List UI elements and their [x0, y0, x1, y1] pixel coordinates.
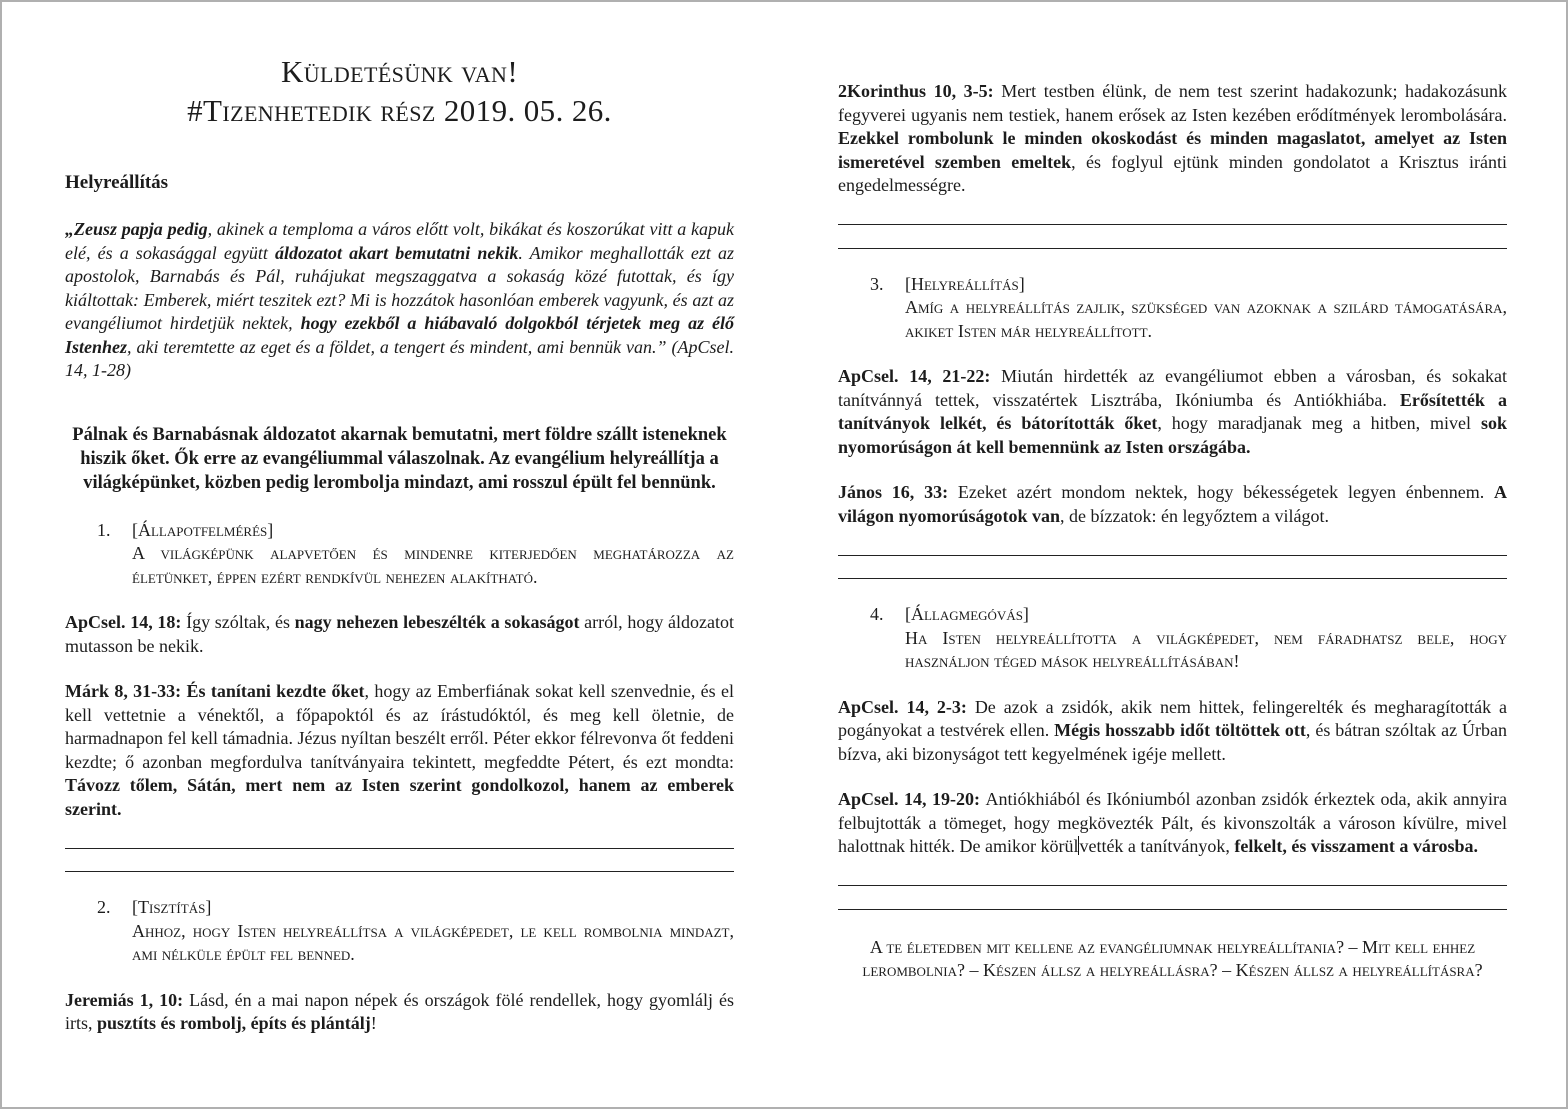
list-item-body [905, 603, 1507, 674]
text-column-left[interactable] [65, 2, 734, 1036]
verse-janos-16-33: János 16, 33: Ezeket azért mondom nektek, hogy békességetek legyen énbennem. A világon nyomorúságotok van, de bízzatok: én legyőztem a világot. [838, 482, 1507, 526]
note-lines-right-3 [838, 863, 1507, 910]
list-item-number: 2. [97, 897, 111, 917]
note-lines-right-1 [838, 202, 1507, 249]
list-item-number: 1. [97, 519, 111, 540]
list-item-label: [Helyreállítás] [905, 273, 1025, 294]
verse-apcsel-14-19-20: ApCsel. 14, 19-20: Antiókhiából és Ikóniumból azonban zsidók érkeztek oda, akik annyira felbujtották a tömeget, hogy megkövezték Pált, és kivonszolták a városon kívülre, mivel halottnak hitték. De amikor körülvették a tanítványok, felkelt, és visszament a városba. [838, 789, 1507, 856]
verse-apcsel-14-2-3: ApCsel. 14, 2-3: De azok a zsidók, akik nem hittek, felingerelték és megharagították a pogányokat a testvérek ellen. Mégis hosszabb időt töltöttek ott, és bátran szóltak az Úrban bízva, aki bizonyságot tett kegyelmének igéje mellett. [838, 696, 1507, 764]
list-item-text: Ahhoz, hogy Isten helyreállítsa a világképedet, le kell rombolnia mindazt, ami nélküle épült fel benned. [132, 920, 734, 964]
list-item-1-allapotfelmeres [65, 519, 734, 590]
writing-line [838, 863, 1507, 887]
writing-line [838, 225, 1507, 249]
list-item-text: Ha Isten helyreállította a világképedet, nem fáradhatsz bele, hogy használjon téged mások helyreállításában! [905, 627, 1507, 671]
list-item-body [132, 519, 734, 590]
list-item-text: A világképünk alapvetően és mindenre kiterjedően meghatározza az életünket, éppen ezért rendkívül nehezen alakítható. [132, 543, 734, 587]
writing-line [65, 825, 734, 849]
list-item-label: [Állapotfelmérés] [132, 519, 274, 540]
verse-jeremias-1-10: Jeremiás 1, 10: Lásd, én a mai napon népek és országok fölé rendellek, hogy gyomlálj és irts, pusztíts és rombolj, építs és plántálj! [65, 989, 734, 1033]
verse-2korinthus-10-3-5: 2Korinthus 10, 3-5: Mert testben élünk, de nem test szerint hadakozunk; hadakozásunk fegyverei ugyanis nem testiek, hanem erősek az Isten kezében erődítmények lerombolására. Ezekkel rombolunk le minden okoskodást és minden magaslatot, amelyet az Isten ismeretével szemben emeltek, és foglyul ejtünk minden gondolatot a Krisztus iránti engedelmességre. [838, 81, 1507, 195]
document-title: Küldetésünk van! [280, 54, 519, 89]
verse-mark-8-31-33: Márk 8, 31-33: És tanítani kezdte őket, hogy az Emberfiának sokat kell szenvednie, és el kell vettetnie a vénektől, a főpapoktól és az írástudóktól, és meg kell öletnie, de harmadnapon fel kell támadnia. Jézus nyíltan beszélt erről. Péter ekkor félrevonva őt feddeni kezdte; ő azonban megfordulva tanítványaira tekintett, megfeddte Pétert, és ezt mondta: Távozz tőlem, Sátán, mert nem az Isten szerint gondolkozol, hanem az emberek szerint. [65, 681, 735, 819]
document-subtitle: #Tizenhetedik rész 2019. 05. 26. [187, 93, 612, 128]
document-title-block [65, 52, 734, 130]
list-item-body [905, 273, 1507, 344]
list-item-number: 4. [870, 604, 884, 624]
verse-apcsel-14-18: ApCsel. 14, 18: Így szóltak, és nagy nehezen lebeszélték a sokaságot arról, hogy áldozatot mutasson be nekik. [65, 612, 734, 656]
note-lines-left [65, 825, 734, 872]
writing-line [838, 532, 1507, 556]
list-item-label: [Tisztítás] [132, 897, 212, 917]
text-column-right[interactable] [838, 2, 1507, 983]
closing-question: A te életedben mit kellene az evangéliumnak helyreállítania? – Mit kell ehhez lerombolnia? – Készen állsz a helyreállásra? – Készen állsz a helyreállításra? [862, 936, 1483, 980]
writing-line [838, 886, 1507, 910]
list-item-4-allagmegovas [838, 603, 1507, 674]
verse-apcsel-14-21-22: ApCsel. 14, 21-22: Miután hirdették az evangéliumot ebben a városban, és sokakat tanítvánnyá tettek, visszatértek Lisztrába, Ikóniumba és Antiókhiába. Erősítették a tanítványok lelkét, és bátorították őket, hogy maradjanak meg a hitben, mivel sok nyomorúságon át kell bemennünk az Isten országába. [838, 366, 1508, 457]
writing-line [838, 556, 1507, 580]
section-heading: Helyreállítás [65, 172, 169, 193]
writing-line [65, 849, 734, 873]
list-item-3-helyreallitas [838, 273, 1507, 344]
note-lines-right-2 [838, 532, 1507, 579]
summary-paragraph: Pálnak és Barnabásnak áldozatot akarnak bemutatni, mert földre szállt isteneknek hiszik őket. Ők erre az evangéliummal válaszolnak. Az evangélium helyreállítja a világképünket, közben pedig lerombolja mindazt, ami rosszul épült fel bennünk. [72, 424, 727, 493]
list-item-label: [Állagmegóvás] [905, 604, 1029, 624]
list-item-body [132, 896, 734, 967]
list-item-number: 3. [870, 273, 884, 294]
list-item-text: Amíg a helyreállítás zajlik, szükséged van azoknak a szilárd támogatására, akiket Isten már helyreállított. [905, 297, 1507, 341]
quote-paragraph-apcsel-14-1-28: „Zeusz papja pedig, akinek a temploma a város előtt volt, bikákat és koszorúkat vitt a kapuk elé, és a sokasággal együtt áldozatot akart bemutatni nekik. Amikor meghallották ezt az apostolok, Barnabás és Pál, ruhájukat megszaggatva a sokaság közé futottak, és így kiáltottak: Emberek, miért teszitek ezt? Mi is hozzátok hasonlóan emberek vagyunk, és azt az evangéliumot hirdetjük nektek, hogy ezekből a hiábavaló dolgokból térjetek meg az élő Istenhez, aki teremtette az eget és a földet, a tengert és mindent, ami bennük van.” (ApCsel. 14, 1-28) [65, 219, 735, 380]
writing-line [838, 202, 1507, 226]
list-item-2-tisztitas [65, 896, 734, 967]
